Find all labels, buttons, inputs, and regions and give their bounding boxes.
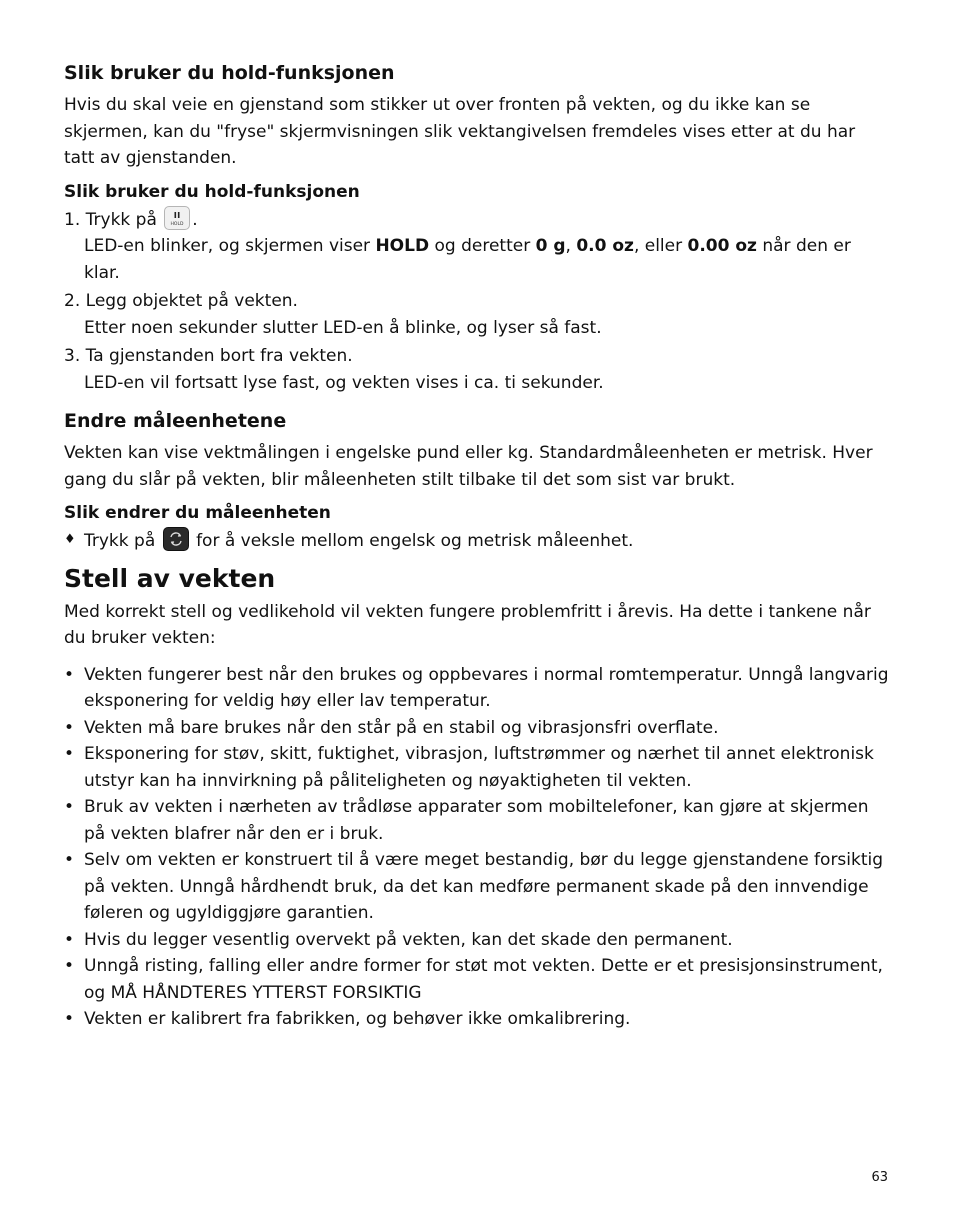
care-bullet-list — [64, 662, 890, 1033]
units-intro-paragraph: Vekten kan vise vektmålingen i engelske pund eller kg. Standardmåleenheten er metrisk. Hver gang du slår på vekten, blir måleenheten stilt tilbake til det som sist var brukt. — [64, 443, 873, 490]
step-number: 1. — [64, 209, 81, 230]
care-intro-paragraph: Med korrekt stell og vedlikehold vil vekten fungere problemfritt i årevis. Ha dette i tankene når du bruker vekten: — [64, 601, 871, 648]
bullet-icon: • — [64, 664, 75, 685]
hold-procedure-heading: Slik bruker du hold-funksjonen — [64, 181, 360, 202]
diamond-bullet-icon: ♦ — [64, 532, 76, 547]
svg-text:HOLD: HOLD — [170, 221, 184, 227]
hold-button-icon — [164, 206, 190, 230]
list-item: • Bruk av vekten i nærheten av trådløse apparater som mobiltelefoner, kan gjøre at skjermen på vekten blafrer når den er i bruk. — [64, 794, 890, 847]
step-text: Trykk på — [85, 209, 157, 230]
list-item: • Vekten fungerer best når den brukes og oppbevares i normal romtemperatur. Unngå langvarig eksponering for veldig høy eller lav temperatur. — [64, 662, 890, 715]
step-description: Etter noen sekunder slutter LED-en å blinke, og lyser så fast. — [84, 317, 602, 338]
step-item — [64, 288, 890, 341]
section-heading-care: Stell av vekten — [64, 563, 276, 593]
units-procedure-heading: Slik endrer du måleenheten — [64, 503, 331, 523]
list-item: • Selv om vekten er konstruert til å være meget bestandig, bør du legge gjenstandene forsiktig på vekten. Unngå hårdhendt bruk, da det kan medføre permanent skade på den innvendige føleren og ugyldiggjøre garantien. — [64, 847, 890, 927]
step-item — [64, 343, 890, 396]
list-item: • Unngå risting, falling eller andre former for støt mot vekten. Dette er et presisjonsinstrument, og MÅ HÅNDTERES YTTERST FORSIKTIG — [64, 953, 890, 1006]
document-page — [64, 58, 890, 1033]
step-description: LED-en vil fortsatt lyse fast, og vekten vises i ca. ti sekunder. — [84, 372, 604, 393]
step-text-end: . — [192, 209, 198, 230]
bullet-icon: • — [64, 744, 75, 764]
units-instruction: ♦ Trykk på for å veksle mellom engelsk og metrisk måleenhet. — [64, 527, 890, 555]
section-heading-units: Endre måleenhetene — [64, 410, 287, 432]
bullet-icon: • — [64, 717, 75, 738]
bullet-icon: • — [64, 956, 75, 976]
step-description: LED-en blinker, og skjermen viser HOLD og deretter 0 g, 0.0 oz, eller 0.00 oz når den er klar. — [84, 236, 851, 283]
step-text: Legg objektet på vekten. — [85, 291, 298, 311]
step-number: 2. — [64, 291, 81, 311]
hold-steps-list — [64, 206, 890, 397]
step-number: 3. — [64, 346, 81, 366]
step-text: Ta gjenstanden bort fra vekten. — [85, 346, 353, 366]
list-item: • Hvis du legger vesentlig overvekt på vekten, kan det skade den permanent. — [64, 927, 890, 954]
section-heading-hold: Slik bruker du hold-funksjonen — [64, 62, 395, 84]
hold-intro-paragraph: Hvis du skal veie en gjenstand som stikker ut over fronten på vekten, og du ikke kan se skjermen, kan du "fryse" skjermvisningen slik vektangivelsen fremdeles vises etter at du har tatt av gjenstanden. — [64, 95, 856, 168]
list-item: • Vekten er kalibrert fra fabrikken, og behøver ikke omkalibrering. — [64, 1006, 890, 1033]
unit-button-icon — [163, 527, 189, 551]
list-item: • Vekten må bare brukes når den står på en stabil og vibrasjonsfri overflate. — [64, 715, 890, 742]
bullet-icon: • — [64, 850, 75, 870]
step-item — [64, 206, 890, 287]
bullet-icon: • — [64, 797, 75, 817]
list-item: • Eksponering for støv, skitt, fuktighet, vibrasjon, luftstrømmer og nærhet til annet elektronisk utstyr kan ha innvirkning på påliteligheten og nøyaktigheten til vekten. — [64, 741, 890, 794]
page-number: 63 — [871, 1170, 888, 1185]
bullet-icon: • — [64, 929, 75, 950]
bullet-icon: • — [64, 1009, 75, 1029]
